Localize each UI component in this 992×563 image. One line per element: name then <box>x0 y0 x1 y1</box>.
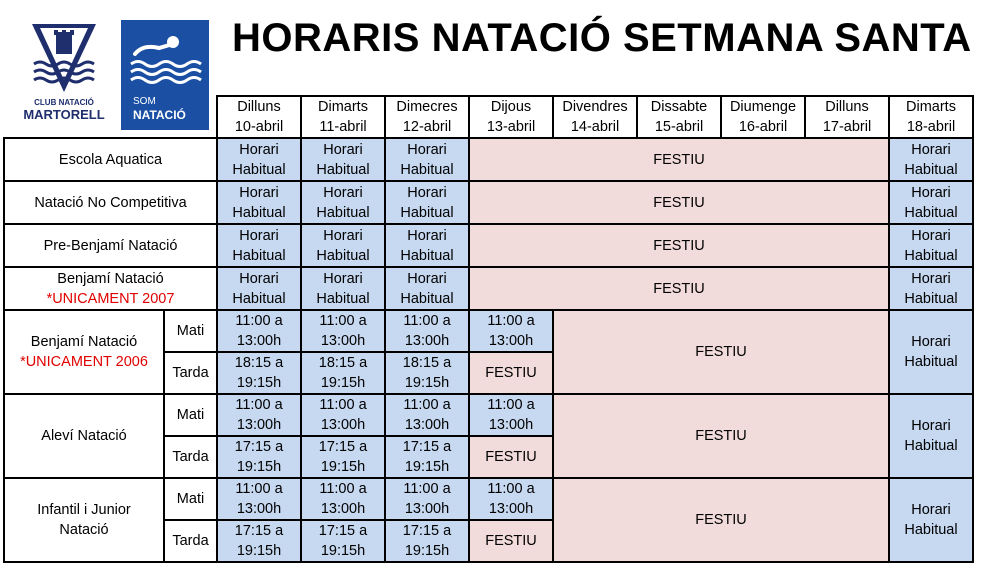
habitual-cell: Horari Habitual <box>889 138 973 181</box>
time-cell: 18:15 a 19:15h <box>385 352 469 394</box>
group-name-label: Infantil i Junior <box>37 502 131 518</box>
habitual-cell: Horari Habitual <box>385 181 469 224</box>
habitual-cell: Horari Habitual <box>385 138 469 181</box>
festiu-cell: FESTIU <box>469 138 889 181</box>
session-label-mati: Mati <box>164 478 217 520</box>
time-cell: 11:00 a 13:00h <box>217 394 301 436</box>
day-header: Dimarts 11-abril <box>301 96 385 138</box>
habitual-cell: Horari Habitual <box>385 267 469 310</box>
table-row <box>4 138 973 181</box>
time-cell: 11:00 a 13:00h <box>469 310 553 352</box>
festiu-cell: FESTIU <box>553 478 889 562</box>
svg-text:NATACIÓ: NATACIÓ <box>133 108 186 122</box>
festiu-cell: FESTIU <box>469 520 553 562</box>
habitual-cell: Horari Habitual <box>301 224 385 267</box>
time-cell: 11:00 a 13:00h <box>301 310 385 352</box>
festiu-cell: FESTIU <box>469 436 553 478</box>
habitual-cell: Horari Habitual <box>889 267 973 310</box>
table-row <box>4 181 973 224</box>
header-row <box>4 96 973 138</box>
time-cell: 11:00 a 13:00h <box>385 478 469 520</box>
session-label-tarda: Tarda <box>164 436 217 478</box>
time-cell: 18:15 a 19:15h <box>217 352 301 394</box>
day-header: Dilluns 17-abril <box>805 96 889 138</box>
group-name-label: Benjamí Natació <box>30 334 138 350</box>
habitual-cell: Horari Habitual <box>385 224 469 267</box>
festiu-cell: FESTIU <box>553 394 889 478</box>
time-cell: 17:15 a 19:15h <box>301 436 385 478</box>
header-spacer <box>4 96 217 138</box>
habitual-cell: Horari Habitual <box>889 224 973 267</box>
group-name <box>4 478 164 562</box>
time-cell: 17:15 a 19:15h <box>217 520 301 562</box>
group-note: *UNICAMENT 2006 <box>20 354 148 370</box>
time-cell: 17:15 a 19:15h <box>301 520 385 562</box>
table-row <box>4 310 973 352</box>
group-name <box>4 310 164 394</box>
day-header: Dimecres 12-abril <box>385 96 469 138</box>
group-name: Pre-Benjamí Natació <box>4 224 217 267</box>
habitual-cell: Horari Habitual <box>889 181 973 224</box>
time-cell: 11:00 a 13:00h <box>217 478 301 520</box>
group-name <box>4 267 217 310</box>
time-cell: 17:15 a 19:15h <box>385 436 469 478</box>
habitual-cell: Horari Habitual <box>301 267 385 310</box>
festiu-cell: FESTIU <box>553 310 889 394</box>
session-label-mati: Mati <box>164 310 217 352</box>
habitual-cell: Horari Habitual <box>217 267 301 310</box>
festiu-cell: FESTIU <box>469 352 553 394</box>
time-cell: 11:00 a 13:00h <box>385 394 469 436</box>
habitual-cell: Horari Habitual <box>889 394 973 478</box>
day-header: Divendres 14-abril <box>553 96 637 138</box>
schedule-table <box>3 95 974 563</box>
day-header: Dimarts 18-abril <box>889 96 973 138</box>
festiu-cell: FESTIU <box>469 181 889 224</box>
day-header: Diumenge 16-abril <box>721 96 805 138</box>
habitual-cell: Horari Habitual <box>889 310 973 394</box>
svg-text:SOM: SOM <box>133 96 156 107</box>
time-cell: 18:15 a 19:15h <box>301 352 385 394</box>
time-cell: 11:00 a 13:00h <box>301 478 385 520</box>
habitual-cell: Horari Habitual <box>301 138 385 181</box>
habitual-cell: Horari Habitual <box>217 224 301 267</box>
group-name-label: Natació <box>59 522 109 538</box>
table-row <box>4 478 973 520</box>
group-name-label: Benjamí Natació <box>57 270 164 287</box>
table-row <box>4 394 973 436</box>
time-cell: 11:00 a 13:00h <box>385 310 469 352</box>
session-label-mati: Mati <box>164 394 217 436</box>
group-name: Escola Aquatica <box>4 138 217 181</box>
time-cell: 11:00 a 13:00h <box>469 394 553 436</box>
time-cell: 17:15 a 19:15h <box>385 520 469 562</box>
session-label-tarda: Tarda <box>164 520 217 562</box>
session-label-tarda: Tarda <box>164 352 217 394</box>
festiu-cell: FESTIU <box>469 224 889 267</box>
group-note: *UNICAMENT 2007 <box>46 290 175 307</box>
time-cell: 11:00 a 13:00h <box>301 394 385 436</box>
day-header: Dilluns 10-abril <box>217 96 301 138</box>
habitual-cell: Horari Habitual <box>889 478 973 562</box>
habitual-cell: Horari Habitual <box>301 181 385 224</box>
page-title: HORARIS NATACIÓ SETMANA SANTA <box>232 16 972 60</box>
festiu-cell: FESTIU <box>469 267 889 310</box>
group-name: Natació No Competitiva <box>4 181 217 224</box>
habitual-cell: Horari Habitual <box>217 181 301 224</box>
table-row <box>4 267 973 310</box>
svg-text:CLUB NATACIÓ: CLUB NATACIÓ <box>34 98 94 107</box>
table-row <box>4 224 973 267</box>
time-cell: 11:00 a 13:00h <box>217 310 301 352</box>
habitual-cell: Horari Habitual <box>217 138 301 181</box>
day-header: Dissabte 15-abril <box>637 96 721 138</box>
svg-text:MARTORELL: MARTORELL <box>23 107 105 122</box>
group-name: Aleví Natació <box>4 394 164 478</box>
time-cell: 11:00 a 13:00h <box>469 478 553 520</box>
day-header: Dijous 13-abril <box>469 96 553 138</box>
time-cell: 17:15 a 19:15h <box>217 436 301 478</box>
